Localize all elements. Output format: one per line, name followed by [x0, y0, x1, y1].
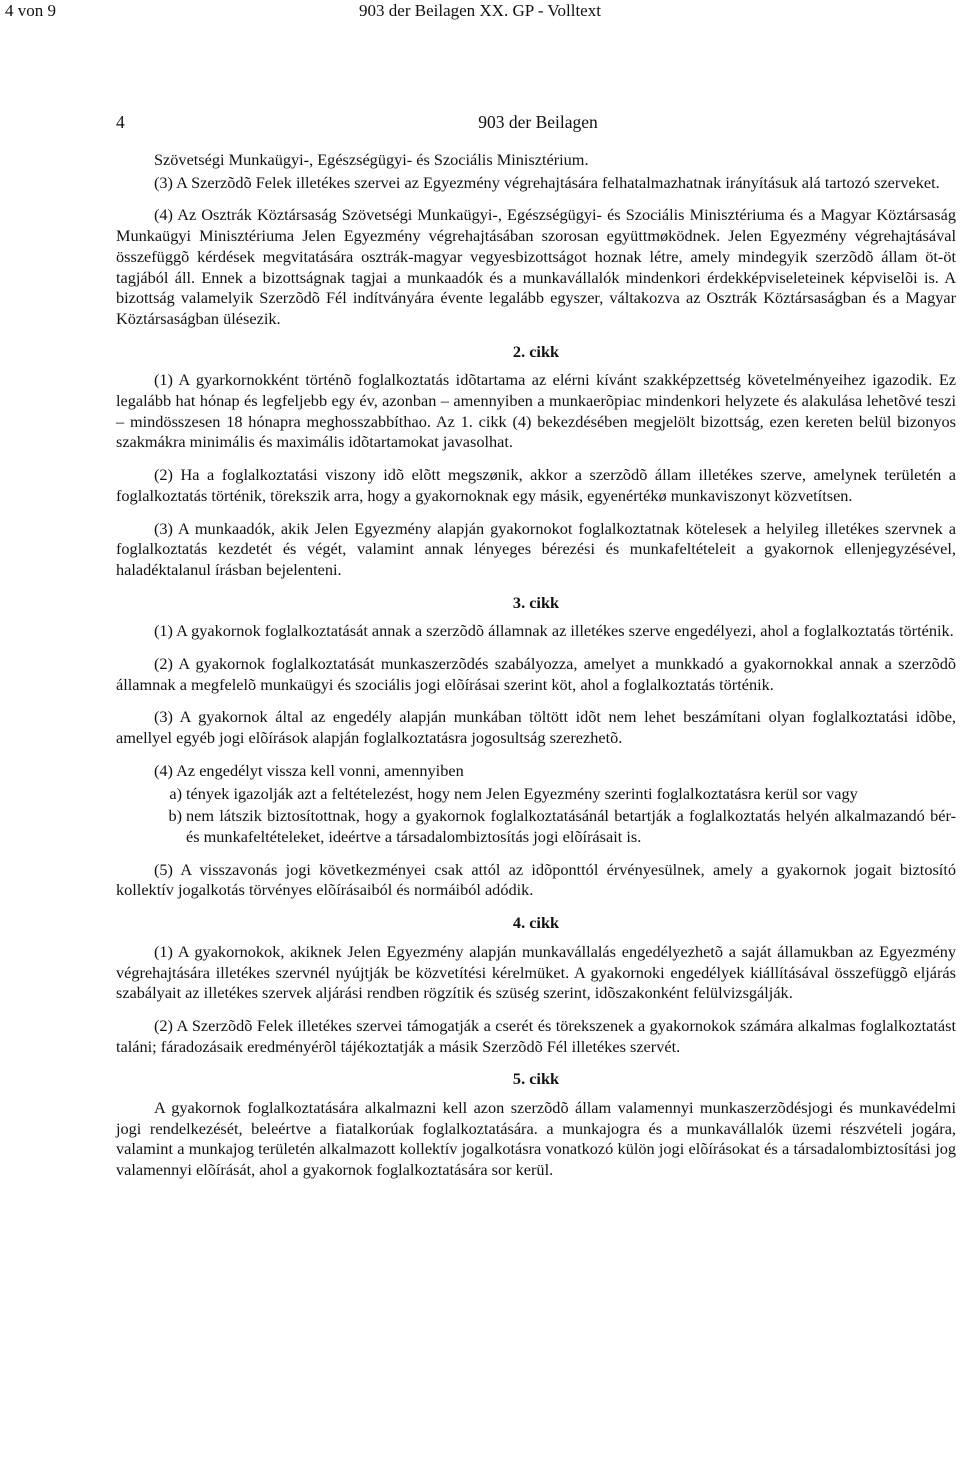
section-heading: 5. cikk [512, 1069, 560, 1089]
list-marker: a) [169, 783, 182, 803]
section-heading: 4. cikk [512, 913, 560, 933]
list-item-text: tények igazolják azt a feltételezést, hogy nem Jelen Egyezmény szerinti foglalkoztatásra kerül sor vagy [186, 783, 858, 803]
paragraph: (2) Ha a foglalkoztatási viszony idõ elõtt megszønik, akkor a szerzõdõ állam illetékes szerve, amelynek területén a foglalkoztatás történik, törekszik arra, hogy a gyakornoknak egy másik, egyenértékø munkaviszonyt közvetítsen. [116, 465, 956, 505]
list-item [116, 784, 956, 805]
document-title-header: 903 der Beilagen XX. GP - Volltext [359, 1, 601, 20]
paragraph: (1) A gyakornokok, akiknek Jelen Egyezmény alapján munkavállalás engedélyezhetõ a saját államukban az Egyezmény végrehajtására illetékes szervnél nyújtják be közvetítési kérelmüket. A gyakornoki engedélyek kiállításával összefüggõ eljárás szabályait az illetékes szervek aljárási rendben rögzítik és szüség szerint, idõszakonként felülvizsgálják. [116, 941, 956, 1003]
section-heading: 3. cikk [512, 592, 560, 612]
paragraph: (2) A Szerzõdõ Felek illetékes szervei támogatják a cserét és törekszenek a gyakornokok számára alkalmas foglalkoztatást taláni; fáradozásaik eredményérõl tájékoztatják a másik Szerzõdõ Fél illetékes szervét. [116, 1015, 956, 1056]
paragraph: (4) Az engedélyt vissza kell vonni, amennyiben [154, 760, 464, 780]
paragraph: A gyakornok foglalkoztatására alkalmazni kell azon szerzõdõ állam valamennyi munkaszerzõdésjogi és munkavédelmi jogi rendelkezését, beleértve a fiatalkorúak foglalkoztatására. a munkajogra és a munkavállalók üzemi részvételi jogára, valamint a munkajog területén alkalmazott kollektív jogalkotásra vonatkozó külön jogi elõírásokat és a társadalombiztosítási jog valamennyi elõírását, ahol a gyakornok foglalkoztatására sor kerül. [116, 1098, 956, 1180]
paragraph: (3) A Szerzõdõ Felek illetékes szervei az Egyezmény végrehajtására felhatalmazhatnak irányításuk alá tartozó szerveket. [154, 172, 940, 192]
beilagen-heading: 903 der Beilagen [478, 112, 598, 132]
paragraph: (5) A visszavonás jogi következményei csak attól az idõponttól érvényesülnek, amely a gyakornok jogait biztosító kollektív jogalkotás törvényes elõírásaiból és normáiból adódik. [116, 859, 956, 900]
paragraph: (3) A gyakornok által az engedély alapján munkában töltött idõt nem lehet beszámítani olyan foglalkoztatási idõbe, amellyel egyéb jogi elõírások alapján foglalkoztatásra jogosultság szerezhetõ. [116, 707, 956, 748]
section-heading: 2. cikk [512, 341, 560, 361]
page-number-header: 4 von 9 [5, 1, 56, 20]
paragraph: (4) Az Osztrák Köztársaság Szövetségi Munkaügyi-, Egészségügyi- és Szociális Minisztériuma és a Magyar Köztársaság Munkaügyi Minisztériuma Jelen Egyezmény végrehajtásában szorosan együttmøködnek. Jelen Egyezmény végrehajtásával összefüggõ kérdések megvitatására osztrák-magyar vegyesbizottságot hoznak létre, amely mindegyik szerzõdõ állam öt-öt tagjából áll. Ennek a bizottságnak tagjai a munkaadók és a munkavállalók mindenkori érdekképviseleteinek képviselõi is. A bizottság valamelyik Szerzõdõ Fél indítványára évente legalább egyszer, váltakozva az Osztrák Köztársaságban és a Magyar Köztársaságban ülésezik. [116, 205, 956, 328]
list-item [116, 806, 956, 847]
document-body [116, 150, 956, 1193]
paragraph: (1) A gyarkornokként történõ foglalkoztatás idõtartama az elérni kívánt szakképzettség követelményeihez igazodik. Ez legalább hat hónap és legfeljebb egy év, azonban – amennyiben a munkaerõpiac mindenkori helyzete és alakulása lehetõvé teszi – mindösszesen 18 hónapra meghosszabbíthao. Az 1. cikk (4) bekezdésében megjelölt bizottság, ezen kereten belül bizonyos szakmákra minimális és maximális idõtartamokat javasolhat. [116, 370, 956, 452]
page-number: 4 [116, 112, 125, 132]
paragraph: (2) A gyakornok foglalkoztatását munkaszerzõdés szabályozza, amelyet a munkkadó a gyakornokkal annak a szerzõdõ államnak a megfelelõ munkaügyi és szociális jogi elõírásai szerint köt, ahol a foglalkoztatás történik. [116, 654, 956, 694]
list-marker: b) [168, 806, 182, 826]
paragraph: (1) A gyakornok foglalkoztatását annak a szerzõdõ államnak az illetékes szerve engedélyezi, ahol a foglalkoztatás történik. [154, 621, 954, 641]
list-item-text: nem látszik biztosítottnak, hogy a gyakornok foglalkoztatásánál betartják a foglalkoztatás helyén alkalmazandó bér- és munkafeltételeket, ideértve a társadalombiztosítás jogi elõírásait is. [186, 806, 956, 846]
paragraph: Szövetségi Munkaügyi-, Egészségügyi- és Szociális Minisztérium. [154, 150, 589, 169]
paragraph: (3) A munkaadók, akik Jelen Egyezmény alapján gyakornokot foglalkoztatnak kötelesek a helyileg illetékes szervnek a foglalkoztatás kezdetét és végét, valamint annak lényeges bérezési és munkafeltételeit a gyakornok ellenjegyzésével, haladéktalanul írásban bejelenteni. [116, 518, 956, 579]
